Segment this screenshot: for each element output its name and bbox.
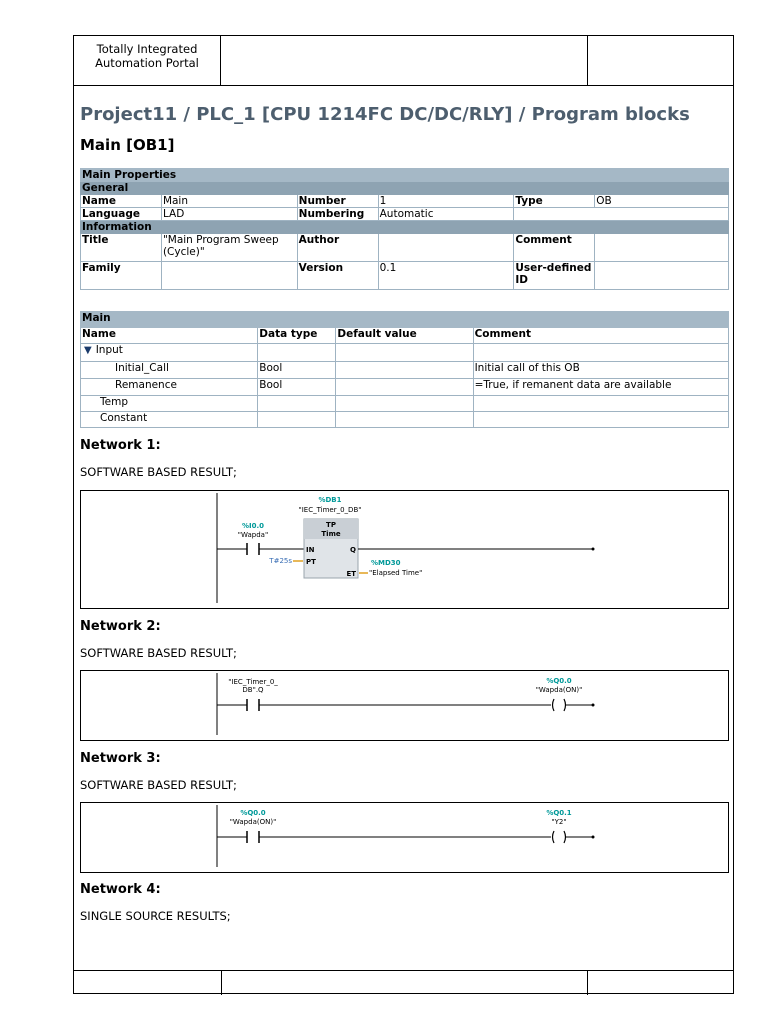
contact-address: %Q0.0 <box>240 809 266 817</box>
prop-value <box>595 262 729 290</box>
section-subheader: General <box>81 182 729 195</box>
prop-label: User-defined ID <box>514 262 595 290</box>
pin-q: Q <box>350 546 356 554</box>
coil-address: %Q0.1 <box>546 809 572 817</box>
prop-value <box>378 234 514 262</box>
prop-value <box>161 262 297 290</box>
prop-value: "Main Program Sweep (Cycle)" <box>161 234 297 262</box>
coil-icon <box>553 699 555 711</box>
ladder-diagram <box>81 803 728 872</box>
contact-tag: "Wapda(ON)" <box>229 818 277 826</box>
network-description: SOFTWARE BASED RESULT; <box>80 646 237 660</box>
section-subheader: Information <box>81 221 729 234</box>
prop-value: 0.1 <box>378 262 514 290</box>
table-row <box>81 396 729 412</box>
timer-subtype: Time <box>321 530 341 538</box>
ladder-diagram <box>81 671 728 740</box>
network-title: Network 1: <box>80 438 161 453</box>
prop-value: OB <box>595 195 729 208</box>
page-footer <box>74 970 733 995</box>
row-name: Initial_Call <box>81 362 258 379</box>
ladder-network-2[interactable] <box>80 670 729 741</box>
coil-tag: "Wapda(ON)" <box>535 686 583 694</box>
footer-divider <box>221 971 222 995</box>
interface-table <box>80 311 729 428</box>
project-path-title: Project11 / PLC_1 [CPU 1214FC DC/DC/RLY] / Program blocks <box>80 104 690 125</box>
et-address: %MD30 <box>371 559 401 567</box>
column-header: Default value <box>336 328 473 344</box>
row-default <box>336 362 473 379</box>
prop-label: Comment <box>514 234 595 262</box>
prop-label: Name <box>81 195 162 208</box>
prop-value: Main <box>161 195 297 208</box>
network-title: Network 2: <box>80 619 161 634</box>
prop-label: Type <box>514 195 595 208</box>
pin-in: IN <box>306 546 315 554</box>
prop-label: Numbering <box>297 208 378 221</box>
row-name: Remanence <box>81 379 258 396</box>
table-row <box>81 344 729 362</box>
row-name: Temp <box>81 396 258 412</box>
block-title: Main [OB1] <box>80 136 175 154</box>
footer-divider <box>587 971 588 995</box>
timer-type: TP <box>326 521 336 529</box>
properties-table <box>80 168 729 290</box>
ladder-network-3[interactable] <box>80 802 729 873</box>
row-type: Bool <box>258 362 336 379</box>
prop-value: 1 <box>378 195 514 208</box>
header-divider <box>587 36 588 85</box>
row-comment: Initial call of this OB <box>473 362 728 379</box>
network-description: SOFTWARE BASED RESULT; <box>80 465 237 479</box>
app-name-line2: Automation Portal <box>95 56 199 70</box>
pt-value: T#25s <box>269 557 292 565</box>
coil-address: %Q0.0 <box>546 677 572 685</box>
coil-tag: "Y2" <box>551 818 567 826</box>
contact-tag: "Wapda" <box>237 531 269 539</box>
contact-tag-suffix: DB".Q <box>242 686 264 694</box>
app-name <box>74 36 221 85</box>
column-header: Comment <box>473 328 728 344</box>
row-default <box>336 379 473 396</box>
prop-value: Automatic <box>378 208 514 221</box>
app-name-line1: Totally Integrated <box>96 42 198 56</box>
coil-icon <box>553 831 555 843</box>
table-row <box>81 379 729 396</box>
prop-value <box>595 234 729 262</box>
db-address: %DB1 <box>318 496 342 504</box>
empty-cell <box>514 208 729 221</box>
column-header: Name <box>81 328 258 344</box>
page-header <box>74 36 733 86</box>
contact-tag: "IEC_Timer_0_ <box>228 678 278 686</box>
row-name[interactable]: ▼ Input <box>81 344 258 362</box>
prop-label: Family <box>81 262 162 290</box>
table-row <box>81 412 729 428</box>
network-description: SINGLE SOURCE RESULTS; <box>80 909 231 923</box>
prop-label: Number <box>297 195 378 208</box>
table-row <box>81 362 729 379</box>
et-tag: "Elapsed Time" <box>369 569 423 577</box>
column-header: Data type <box>258 328 336 344</box>
section-header: Main <box>81 312 729 328</box>
contact-address: %I0.0 <box>241 522 265 530</box>
db-name: "IEC_Timer_0_DB" <box>298 506 362 514</box>
prop-value: LAD <box>161 208 297 221</box>
network-description: SOFTWARE BASED RESULT; <box>80 778 237 792</box>
section-header: Main Properties <box>81 169 729 182</box>
pin-et: ET <box>346 570 356 578</box>
prop-label: Language <box>81 208 162 221</box>
ladder-diagram <box>81 491 728 608</box>
network-title: Network 3: <box>80 751 161 766</box>
ladder-network-1[interactable] <box>80 490 729 609</box>
row-type: Bool <box>258 379 336 396</box>
collapse-triangle-icon[interactable]: ▼ <box>84 345 92 356</box>
network-title: Network 4: <box>80 882 161 897</box>
prop-label: Version <box>297 262 378 290</box>
prop-label: Author <box>297 234 378 262</box>
pin-pt: PT <box>306 558 316 566</box>
prop-label: Title <box>81 234 162 262</box>
row-comment: =True, if remanent data are available <box>473 379 728 396</box>
row-name: Constant <box>81 412 258 428</box>
